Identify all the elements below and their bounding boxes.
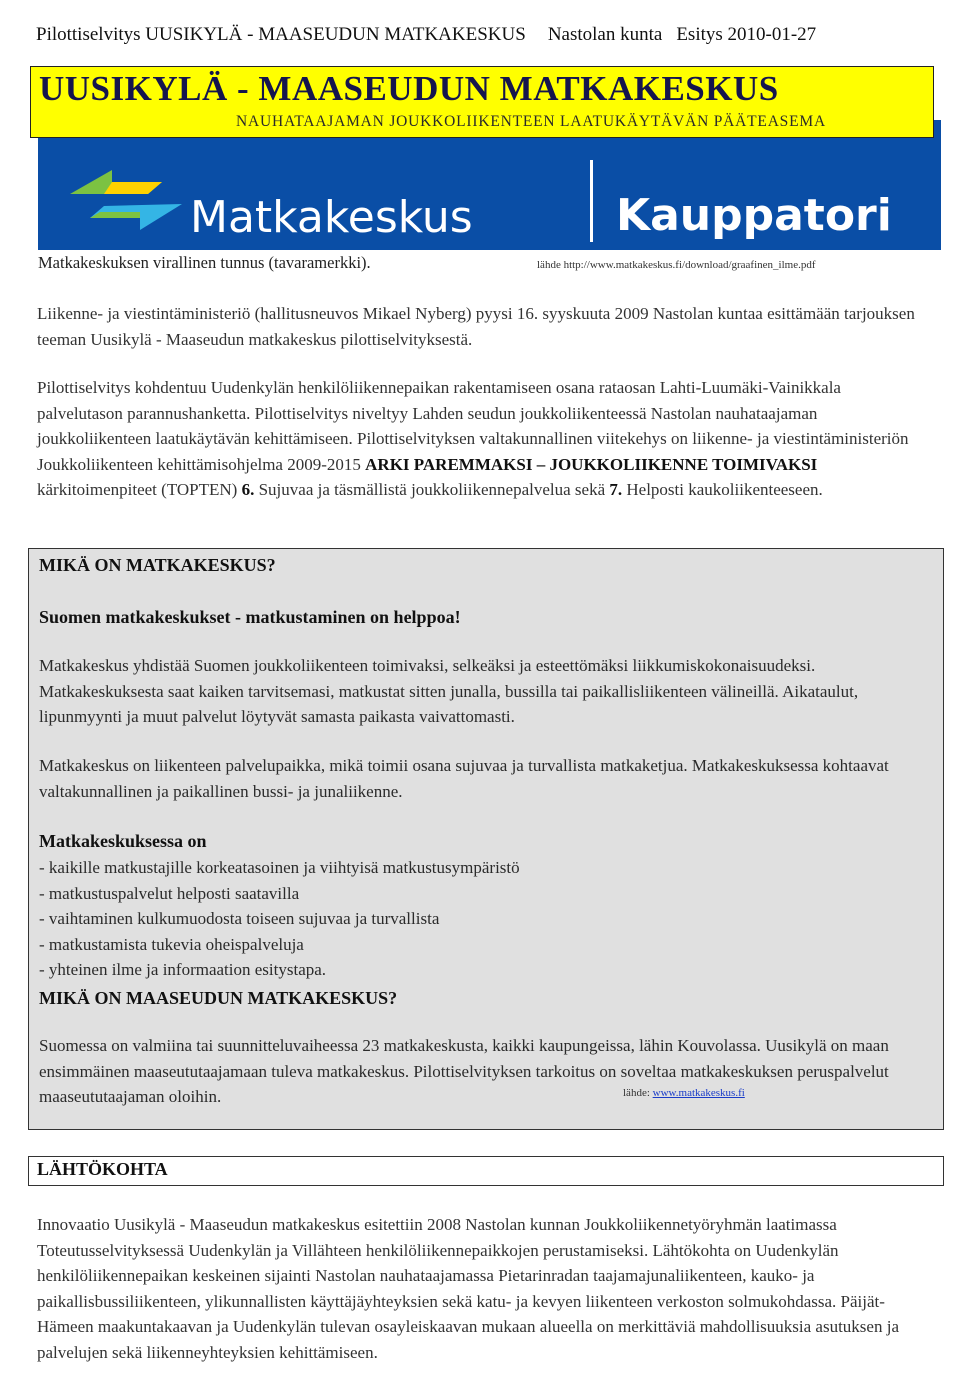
info-subheading: Suomen matkakeskukset - matkustaminen on helppoa! xyxy=(39,607,461,627)
info-paragraph-2: Matkakeskus on liikenteen palvelupaikka, mikä toimii osana sujuvaa ja turvallista matkaketjua. Matkakeskuksessa kohtaavat valtakunnallinen ja paikallinen bussi- ja junaliikenne. xyxy=(39,756,889,801)
intro-text: Helposti kaukoliikenteeseen. xyxy=(622,480,823,500)
logo-divider xyxy=(590,160,593,242)
list-item: - vaihtaminen kulkumuodosta toiseen sujuvaa ja turvallista xyxy=(39,906,934,932)
measure-number: 6. xyxy=(241,480,255,500)
intro-paragraph-1: Liikenne- ja viestintäministeriö (hallitusneuvos Mikael Nyberg) pyysi 16. syyskuuta 2009 Nastolan kuntaa esittämään tarjouksen teeman Uusikylä - Maaseudun matkakeskus pilottiselvityksestä. xyxy=(37,304,915,349)
info-list xyxy=(39,855,934,983)
info-list-heading: Matkakeskuksessa on xyxy=(39,831,207,851)
running-header-date: Esitys 2010-01-27 xyxy=(676,24,817,45)
section-paragraph: Innovaatio Uusikylä - Maaseudun matkakeskus esitettiin 2008 Nastolan kunnan Joukkoliikennetyöryhmän laatimassa Toteutusselvityksessä Uudenkylän ja Villähteen henkilöliikennepaikkojen perustamiseksi. Lähtökohta on Uudenkylän henkilöliikennepaikan keskeinen sijainti Nastolan nauhataajamassa Pietarinradan taajamajunaliikenteen, kauko- ja paikallisbussiliikenteen, ylikunnallisten käyttäjäyhteyksien sekä katu- ja kevyen liikenteen verkoston solmukohdassa. Päijät-Hämeen maakuntakaavan ja Uudenkylän tulevan osayleiskaavan mukaan alueella on merkittäviä mahdollisuuksia asutuksen ja palvelujen sekä liikenneyhteyksien kehittämiseen. xyxy=(37,1215,899,1362)
source-link[interactable]: www.matkakeskus.fi xyxy=(652,1087,745,1099)
list-item: - yhteinen ilme ja informaation esitystapa. xyxy=(39,957,934,983)
running-header xyxy=(36,24,816,46)
info-paragraph-1: Matkakeskus yhdistää Suomen joukkoliikenteen toimivaksi, selkeäksi ja esteettömäksi liikkumiskokonaisuudeksi. Matkakeskuksesta saat kaiken tarvitsemasi, matkustat sitten junalla, bussilla tai paikallisliikenteen välineillä. Aikataulut, lipunmyynti ja muut palvelut löytyvät samasta paikasta vaivattomasti. xyxy=(39,656,859,726)
info-heading-matkakeskus: MIKÄ ON MATKAKESKUS? xyxy=(39,555,276,575)
logo-source: lähde http://www.matkakeskus.fi/download/graafinen_ilme.pdf xyxy=(537,259,816,271)
info-box xyxy=(28,548,944,1130)
intro-text: Sujuvaa ja täsmällistä joukkoliikennepalvelua sekä xyxy=(254,480,610,500)
list-item: - kaikille matkustajille korkeatasoinen ja viihtyisä matkustusympäristö xyxy=(39,855,934,881)
measure-number: 7. xyxy=(609,480,623,500)
double-arrow-logo-icon xyxy=(66,160,186,240)
info-source xyxy=(623,1087,745,1099)
source-label: lähde: xyxy=(623,1087,653,1099)
info-paragraph-3: Suomessa on valmiina tai suunnitteluvaiheessa 23 matkakeskusta, kaikki kaupungeissa, lähin Kouvolassa. Uusikylä on maan ensimmäinen maaseututaajamaan tuleva matkakeskus. Pilottiselvityksen tarkoitus on soveltaa matkakeskuksen peruspalvelut maaseututaajaman oloihin. xyxy=(39,1036,889,1106)
matkakeskus-logo-panel xyxy=(38,120,941,250)
running-header-title: Pilottiselvitys UUSIKYLÄ - MAASEUDUN MATKAKESKUS xyxy=(36,24,526,45)
program-name: ARKI PAREMMAKSI – JOUKKOLIIKENNE TOIMIVAKSI xyxy=(365,454,818,474)
section-heading-box xyxy=(28,1156,944,1186)
list-item: - matkustuspalvelut helposti saatavilla xyxy=(39,881,934,907)
intro-text: Pilottiselvitys kohdentuu Uudenkylän henkilöliikennepaikan rakentamiseen osana rataosan Lahti-Luumäki-Vainikkala palvelutason parannushanketta. Pilottiselvitys niveltyy Lahden seudun joukkoliikenteessä Nastolan nauhataajaman joukkoliikenteen laatukäytävän kehittämiseen. Pilottiselvityksen valtakunnallinen viitekehys on liikenne- ja viestintäministeriön Joukkoliikenteen kehittämisohjelma 2009-2015 xyxy=(37,378,909,474)
list-item: - matkustamista tukevia oheispalveluja xyxy=(39,932,934,958)
intro-text: kärkitoimenpiteet (TOPTEN) xyxy=(37,480,242,500)
logo-caption: Matkakeskuksen virallinen tunnus (tavaramerkki). xyxy=(38,253,371,272)
section-heading: LÄHTÖKOHTA xyxy=(37,1159,168,1179)
page-subtitle: NAUHATAAJAMAN JOUKKOLIIKENTEEN LAATUKÄYTÄVÄN PÄÄTEASEMA xyxy=(236,113,826,130)
title-banner xyxy=(30,66,934,138)
running-header-municipality: Nastolan kunta xyxy=(547,24,663,45)
intro-paragraph-2 xyxy=(37,375,930,503)
brand-location: Kauppatori xyxy=(616,190,892,241)
page-title: UUSIKYLÄ - MAASEUDUN MATKAKESKUS xyxy=(39,69,779,108)
brand-name: Matkakeskus xyxy=(190,192,473,243)
info-heading-maaseutu: MIKÄ ON MAASEUDUN MATKAKESKUS? xyxy=(39,988,398,1008)
